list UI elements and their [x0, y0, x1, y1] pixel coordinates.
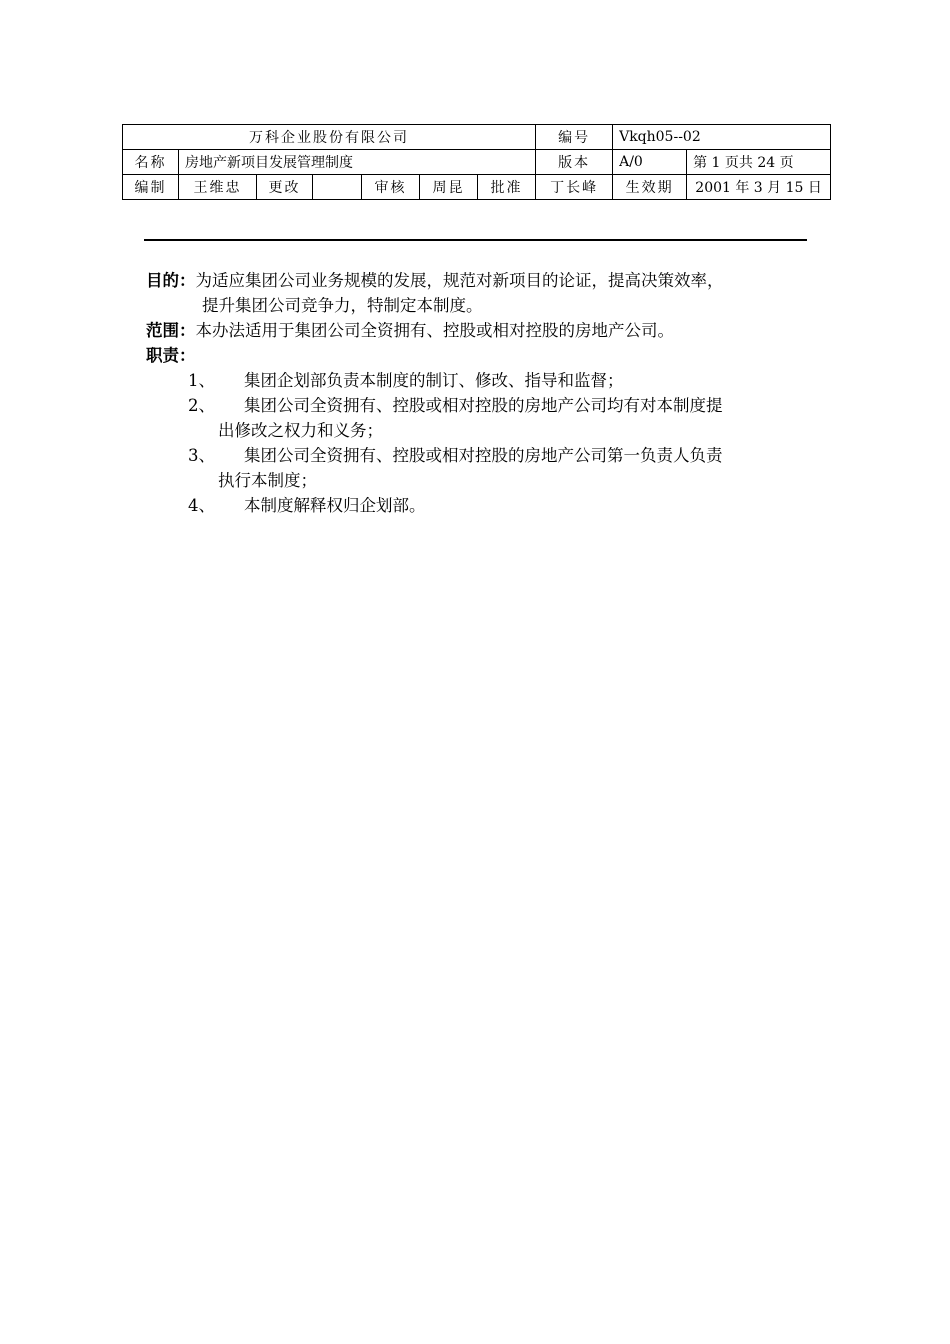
name-label: 名称	[123, 150, 179, 175]
approve-value: 丁长峰	[536, 175, 613, 200]
list-text: 集团公司全资拥有、控股或相对控股的房地产公司均有对本制度提	[244, 396, 723, 415]
document-header-table	[122, 124, 831, 200]
approve-label: 批准	[478, 175, 536, 200]
list-number: 4、	[188, 496, 215, 515]
document-body	[146, 268, 826, 518]
list-text-continuation: 出修改之权力和义务；	[218, 421, 383, 440]
purpose-continuation: 提升集团公司竞争力，特制定本制度。	[202, 296, 483, 315]
duty-label: 职责：	[146, 346, 196, 365]
company-name: 万科企业股份有限公司	[123, 125, 536, 150]
code-value: Vkqh05--02	[613, 125, 831, 150]
purpose-text: 为适应集团公司业务规模的发展，规范对新项目的论证，提高决策效率，	[195, 271, 724, 290]
scope-text: 本办法适用于集团公司全资拥有、控股或相对控股的房地产公司。	[195, 321, 674, 340]
list-item	[146, 493, 826, 518]
change-value	[313, 175, 362, 200]
author-label: 编制	[123, 175, 179, 200]
list-item	[146, 443, 826, 468]
horizontal-rule	[144, 239, 807, 241]
change-label: 更改	[257, 175, 313, 200]
code-label: 编号	[536, 125, 613, 150]
author-value: 王维忠	[179, 175, 257, 200]
list-item	[146, 393, 826, 418]
version-value: A/0	[613, 150, 687, 175]
list-text: 集团企划部负责本制度的制订、修改、指导和监督；	[244, 371, 624, 390]
review-label: 审核	[362, 175, 420, 200]
list-number: 2、	[188, 396, 215, 415]
effective-value: 2001 年 3 月 15 日	[687, 175, 831, 200]
scope-line	[146, 318, 826, 343]
list-text: 本制度解释权归企划部。	[244, 496, 426, 515]
list-number: 3、	[188, 446, 215, 465]
list-item	[146, 368, 826, 393]
name-value: 房地产新项目发展管理制度	[179, 150, 536, 175]
version-label: 版本	[536, 150, 613, 175]
list-text-continuation: 执行本制度；	[218, 471, 317, 490]
effective-label: 生效期	[613, 175, 687, 200]
page-info: 第 1 页共 24 页	[687, 150, 831, 175]
review-value: 周昆	[420, 175, 478, 200]
scope-label: 范围：	[146, 321, 196, 340]
purpose-line	[146, 268, 826, 293]
list-number: 1、	[188, 371, 215, 390]
list-text: 集团公司全资拥有、控股或相对控股的房地产公司第一负责人负责	[244, 446, 723, 465]
purpose-label: 目的：	[146, 271, 196, 290]
